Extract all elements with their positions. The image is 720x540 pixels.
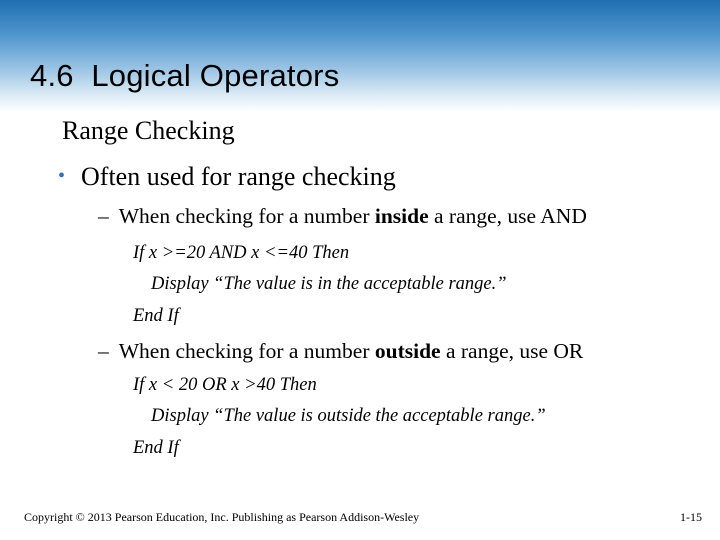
sub-bullet-prefix: When checking for a number [118, 204, 375, 228]
sub-bullet-outside [98, 339, 583, 364]
slide-title: 4.6 Logical Operators [30, 58, 340, 93]
header-gradient-band [0, 0, 720, 112]
bullet-dot-icon: • [58, 165, 66, 187]
bullet-text: Often used for range checking [81, 162, 396, 191]
code-line-if: If x < 20 OR x >40 Then [133, 375, 317, 395]
code-line-display: Display “The value is outside the acceptable range.” [151, 406, 546, 426]
dash-marker: – [98, 339, 109, 363]
slide-subtitle: Range Checking [62, 116, 235, 145]
footer-copyright: Copyright © 2013 Pearson Education, Inc. Publishing as Pearson Addison-Wesley [24, 510, 420, 524]
sub-bullet-prefix: When checking for a number [118, 339, 375, 363]
code-line-endif: End If [133, 306, 179, 326]
sub-bullet-keyword: outside [374, 339, 441, 363]
code-line-endif: End If [133, 438, 179, 458]
code-line-display: Display “The value is in the acceptable range.” [151, 274, 507, 294]
sub-bullet-suffix: a range, use AND [428, 204, 587, 228]
sub-bullet-suffix: a range, use OR [440, 339, 584, 363]
bullet-item [58, 162, 396, 192]
sub-bullet-inside [98, 204, 587, 229]
code-line-if: If x >=20 AND x <=40 Then [133, 243, 350, 263]
dash-marker: – [98, 204, 109, 228]
footer-page-number: 1-15 [680, 510, 702, 524]
sub-bullet-keyword: inside [374, 204, 429, 228]
